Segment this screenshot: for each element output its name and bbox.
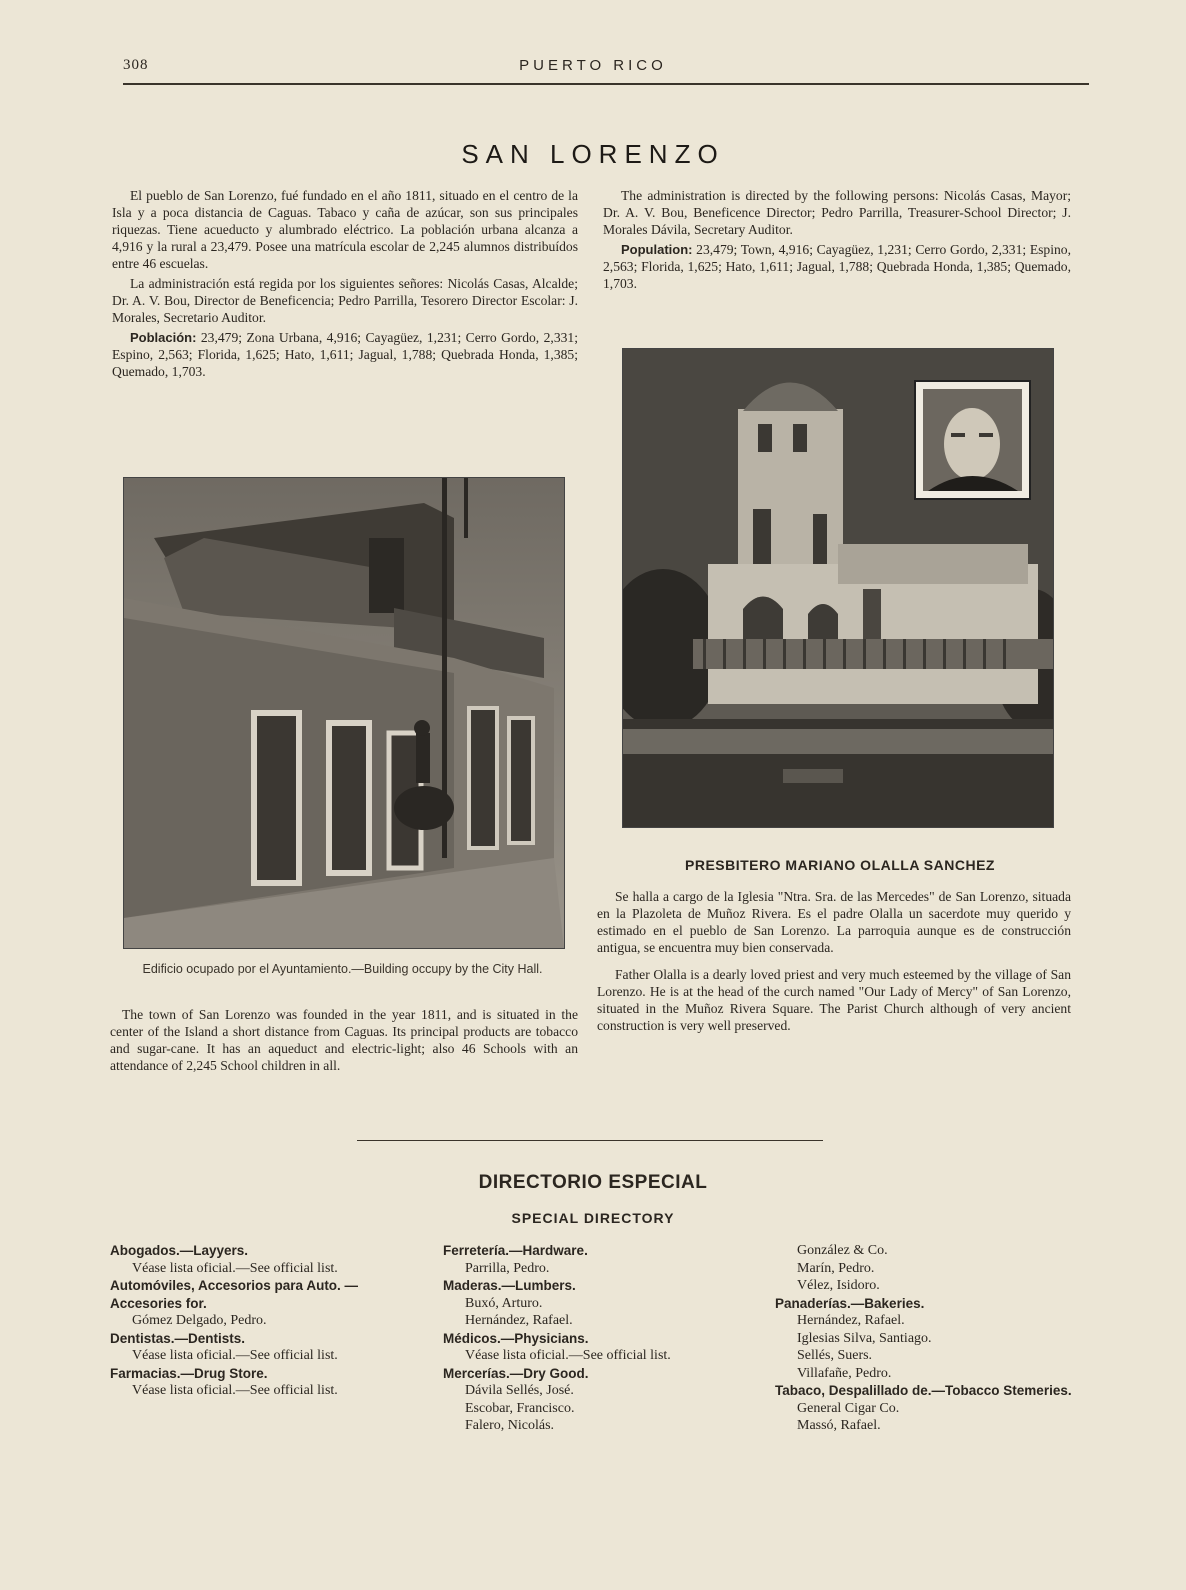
english-population-paragraph <box>603 241 1071 292</box>
directory-subtitle: SPECIAL DIRECTORY <box>511 1210 675 1226</box>
directory-category: Tabaco, Despalillado de.—Tobacco Stemeries. <box>775 1383 1072 1398</box>
spanish-priest-paragraph: Se halla a cargo de la Iglesia "Ntra. Sra. de las Mercedes" de San Lorenzo, situada en la Plazoleta de Muñoz Rivera. Es el padre Olalla un sacerdote muy querido y estimado en el pueblo de San Lorenzo. La parroquia aunque es de construcción antigua, se encuentra muy bien conservada. <box>597 889 1071 955</box>
directory-category: Automóviles, Accesorios para Auto. —Accesories for. <box>110 1278 359 1311</box>
header-rule <box>123 83 1089 85</box>
directory-category: Dentistas.—Dentists. <box>110 1330 246 1346</box>
directory-entry: González & Co. <box>797 1243 888 1258</box>
directory-entry: Villafañe, Pedro. <box>797 1365 892 1381</box>
directory-entry: Iglesias Silva, Santiago. <box>797 1330 932 1346</box>
city-hall-image <box>124 478 564 948</box>
directory-column-2 <box>443 1242 741 1435</box>
directory-entry: Hernández, Rafael. <box>465 1313 573 1328</box>
directory-entry: Parrilla, Pedro. <box>465 1260 550 1276</box>
spanish-history-paragraph: El pueblo de San Lorenzo, fué fundado en el año 1811, situado en el centro de la Isla y a poca distancia de Caguas. Tabaco y caña de azúcar, son sus principales riquezas. Tiene acueducto y alumbrado eléctrico. La población urbana alcanza a 4,916 y la rural a 23,479. Posee una matrícula escolar de 2,245 alumnos distribuídos entre 46 escuelas. <box>112 188 578 271</box>
directory-entry: Véase lista oficial.—See official list. <box>465 1348 671 1363</box>
directory-column-1 <box>110 1242 408 1400</box>
spanish-administration-paragraph: La administración está regida por los siguientes señores: Nicolás Casas, Alcalde; Dr. A. V. Bou, Director de Beneficencia; Pedro Parrilla, Tesorero Director Escolar: J. Morales, Secretario Auditor. <box>112 276 578 325</box>
directory-category: Maderas.—Lumbers. <box>443 1278 576 1293</box>
population-label: Población: <box>130 330 197 345</box>
directory-entry: General Cigar Co. <box>797 1400 900 1416</box>
directory-entry: Buxó, Arturo. <box>465 1295 543 1311</box>
left-column-english <box>110 1006 578 1077</box>
directory-entry: Falero, Nicolás. <box>465 1418 555 1433</box>
directory-entry: Véase lista oficial.—See official list. <box>132 1260 338 1276</box>
directory-entry: Dávila Sellés, José. <box>465 1383 574 1398</box>
population-text-en: 23,479; Town, 4,916; Cayagüez, 1,231; Cerro Gordo, 2,331; Espino, 2,563; Florida, 1,625; Hato, 1,611; Jagual, 1,788; Quebrada Honda, 1,385; Quemado, 1,703. <box>603 242 1071 291</box>
english-history-paragraph: The town of San Lorenzo was founded in the year 1811, and is situated in the center of the Island a short distance from Caguas. Its principal products are tobacco and sugar-cane. It has an aqueduct and electric-light; also 46 Schools with an attendance of 2,245 School children in all. <box>110 1007 578 1073</box>
directory-category: Abogados.—Layyers. <box>110 1243 249 1258</box>
directory-entry: Gómez Delgado, Pedro. <box>132 1313 267 1328</box>
directory-entry: Vélez, Isidoro. <box>797 1278 880 1293</box>
english-priest-paragraph: Father Olalla is a dearly loved priest and very much esteemed by the village of San Lorenzo. He is at the head of the curch named "Our Lady of Mercy" of San Lorenzo, situated in the Muñoz Rivera Square. The Parist Church although of very ancient construction is very well preserved. <box>597 967 1071 1033</box>
right-column-intro <box>603 187 1071 295</box>
page-number: 308 <box>123 57 149 73</box>
directory-category: Médicos.—Physicians. <box>443 1330 589 1346</box>
running-title: PUERTO RICO <box>519 57 667 74</box>
left-column-intro <box>112 187 578 383</box>
directory-entry: Massó, Rafael. <box>797 1418 881 1433</box>
english-administration-paragraph: The administration is directed by the following persons: Nicolás Casas, Mayor; Dr. A. V. Bou, Beneficence Director; Pedro Parrilla, Treasurer-School Director; J. Morales Dávila, Secretary Auditor. <box>603 188 1071 237</box>
city-hall-photo <box>123 477 565 949</box>
spanish-population-paragraph <box>112 329 578 380</box>
directory-entry: Sellés, Suers. <box>797 1348 873 1363</box>
directory-entry: Véase lista oficial.—See official list. <box>132 1348 338 1363</box>
directory-title: DIRECTORIO ESPECIAL <box>478 1172 708 1193</box>
directory-entry: Marín, Pedro. <box>797 1260 875 1276</box>
city-hall-caption: Edificio ocupado por el Ayuntamiento.—Building occupy by the City Hall. <box>142 962 543 976</box>
directory-category: Farmacias.—Drug Store. <box>110 1365 268 1381</box>
directory-category: Ferretería.—Hardware. <box>443 1243 588 1258</box>
directory-category: Panaderías.—Bakeries. <box>775 1295 925 1311</box>
directory-entry: Véase lista oficial.—See official list. <box>132 1383 338 1398</box>
directory-category: Mercerías.—Dry Good. <box>443 1365 589 1381</box>
page-title: SAN LORENZO <box>461 139 725 169</box>
church-image <box>623 349 1053 827</box>
church-photo <box>622 348 1054 828</box>
directory-column-3 <box>775 1242 1075 1435</box>
directory-entry: Hernández, Rafael. <box>797 1313 905 1328</box>
directory-entry: Escobar, Francisco. <box>465 1400 575 1416</box>
priest-caption: PRESBITERO MARIANO OLALLA SANCHEZ <box>685 857 995 873</box>
section-divider <box>357 1140 823 1141</box>
population-label-en: Population: <box>621 242 693 257</box>
right-column-priest <box>597 888 1071 1037</box>
population-text: 23,479; Zona Urbana, 4,916; Cayagüez, 1,231; Cerro Gordo, 2,331; Espino, 2,563; Florida, 1,625; Hato, 1,611; Jagual, 1,788; Quebrada Honda, 1,385; Quemado, 1,703. <box>112 330 578 379</box>
